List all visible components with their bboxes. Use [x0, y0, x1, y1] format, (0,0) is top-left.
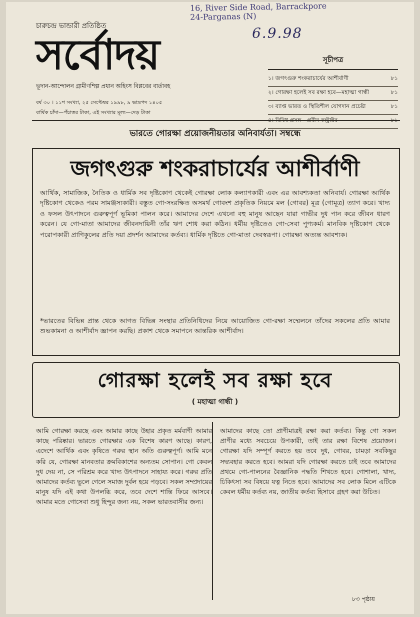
issue-line: বর্ষ ৩০ । ১১শ সংখ্যা, ২৫ সেপ্টেম্বর ১৯৯৮, ৯ ভাদ্রপদ ১৪০৫ — [36, 100, 163, 106]
price-line: বার্ষিক চাঁদা—পঁচাত্তর টাকা, এই সংখ্যার মূল্য—দেড় টাকা — [36, 110, 151, 116]
toc-item-page: ৮১ — [390, 104, 398, 110]
founder-line: চারুচন্দ্র ভান্ডারী প্রতিষ্ঠিত — [36, 22, 107, 30]
toc-item-label: ৩। ব্যাপ্ত ভারত ও স্থিতিশীল যোগদান প্রচেষ্টা — [268, 104, 366, 110]
masthead-divider — [32, 120, 400, 121]
masthead-title: সর্বোদয় — [36, 30, 159, 79]
toc-item-label: ১। জগৎগুরু শংকরাচার্যের আশীর্বাণী — [268, 76, 349, 82]
article1-body: আর্থিক, সামাজিক, নৈতিক ও ধার্মিক সব দৃষ্টিকোণ থেকেই গোরক্ষা লোক কল্যাণকারী এবং এর আবশ্যকতা অনিবার্য। গোরক্ষা আর্থিক দৃষ্টিকোণ থেকেও পরম সামঞ্জস্যকারী। বস্তুত গো-সংরক্ষিত অসমর্থ গোবংশ প্রকৃতিক নিয়মে মল (গোবর) মূত্র (গোমূত্র) ত্যাগ করে। খাদ্য ও ফসল উৎপাদনে গুরুত্বপূর্ণ ভূমিকা পালন করে। আমাদের দেশে এখনো বহু মানুষ আছেন যারা গাভীর দুধ পান করে জীবন ধারণ করেন। যে গো-মাতা আমাদের জীবনদায়িনী তাঁর ঋণ শোধ করা কঠিন। ধর্মীয় দৃষ্টিতেও গো-সেবা পুণ্যকর্ম। মানবিক দৃষ্টিকোণ থেকে পরোপকারী প্রাণিকুলের প্রতি দয়া প্রদর্শন আমাদের কর্তব্য। ধার্মিক দৃষ্টিতে গো-মাতা দেবস্বরূপা। গোরক্ষা অত্যন্ত আবশ্যক। — [40, 189, 390, 239]
stamp-line-1: 16, River Side Road, Barrackpore — [189, 2, 327, 13]
handwritten-date: 6.9.98 — [252, 26, 303, 42]
newspaper-page — [6, 2, 414, 614]
masthead-tagline: ভূদান-আন্দোলন গ্রামীণশিল্প প্রধান অহিংস বিপ্লবের বার্তাবহ — [36, 84, 171, 90]
toc-title: সূচীপত্র — [268, 54, 398, 70]
toc-item — [268, 73, 398, 87]
article2-column-right: আমাদের কাছে তো প্রাণীমাত্রই রক্ষা করা কর্তব্য। কিন্তু গো সকল প্রাণীর মধ্যে সবচেয়ে উপকারী, তাই তার রক্ষা বিশেষ প্রয়োজন। গোরক্ষা যদি সম্পূর্ণ করতে হয় তবে দুধ, গোবর, চামড়া সবকিছুর সদ্ব্যবহার করতে হবে। আমরা যদি গোরক্ষা করতে চাই তবে আমাদের প্রথমে গো-পালনের বৈজ্ঞানিক পদ্ধতি শিখতে হবে। গোশালা, খাদ্য, চিকিৎসা সব বিষয়ে যত্ন নিতে হবে। আমাদের সব লোক মিলে এটিকে কেবল ধর্মীয় কর্তব্য নয়, জাতীয় কর্তব্য হিসাবে গ্রহণ করা উচিত। — [220, 427, 396, 497]
address-stamp — [190, 2, 410, 22]
toc-item-label: ৪। বিবিধ প্রসঙ্গ—প্রবীন কন্ট্রাক্টর — [268, 118, 338, 124]
toc-item — [268, 87, 398, 101]
article1-kicker: ভারতে গোরক্ষা প্রয়োজনীয়তার অনিবার্যতা। সম্বন্ধে — [129, 129, 301, 139]
toc-item-page: ৮১ — [390, 76, 398, 82]
toc-item-label: ২। গোরক্ষা হলেই সব রক্ষা হবে—মহাত্মা গান্ধী — [268, 90, 370, 96]
column-divider — [212, 422, 213, 600]
article1-headline: জগৎগুরু শংকরাচার্যের আশীর্বাণী — [70, 156, 360, 182]
toc-item-page: ৮১ — [390, 118, 398, 124]
article1-note: *ভারতের বিভিন্ন প্রান্ত থেকে আগত বিভিন্ন সংস্থার প্রতিনিধিদের নিয়ে আয়োজিত গো-রক্ষা সম্মেলনে তাঁদের সকলের প্রতি আমার শুভকামনা ও আশীর্বাদ জ্ঞাপন করছি। প্রকাশ থেকে সমাপনে আন্তরিক আশীর্বাদ। — [40, 317, 390, 336]
article2-author: ( মহাত্মা গান্ধী ) — [191, 398, 239, 406]
table-of-contents — [268, 54, 398, 129]
article2-column-left: আমি গোরক্ষা করছে এবং আমার কাছে উহার প্রকৃত মর্মবাণী আমার কাছে পরিষ্কার। ভারতে গোরক্ষার এক বিশেষ কারণ আছে। কারণ, এদেশে আর্থিক এবং কৃষিতে গরুর স্থান অতি গুরুত্বপূর্ণ। আমি মনে করি যে, গোরক্ষা মানবতার ক্রমবিকাশের অন্যতম সোপান। গো কেবল দুধ দেয় না, সে পরিশ্রম করে খাদ্য উৎপাদনে সাহায্য করে। গরুর প্রতি আমাদের কর্তব্য ভুলে গেলে সমাজ দুর্বল হয়ে পড়বে। সকল সম্প্রদায়ের মানুষ যদি এই কথা উপলব্ধি করে, তবে দেশে শান্তি ফিরে আসবে। আমার মতে গোসেবা শুধু হিন্দুর জন্য নয়, সকল ভারতবাসীর জন্য। — [36, 427, 212, 507]
toc-item-page: ৮১ — [390, 90, 398, 96]
toc-item — [268, 101, 398, 115]
stamp-line-2: 24-Parganas (N) — [190, 11, 257, 22]
continued-note: ৮৩ পৃষ্ঠায় — [352, 596, 375, 603]
article2-headline: গোরক্ষা হলেই সব রক্ষা হবে — [97, 368, 333, 392]
